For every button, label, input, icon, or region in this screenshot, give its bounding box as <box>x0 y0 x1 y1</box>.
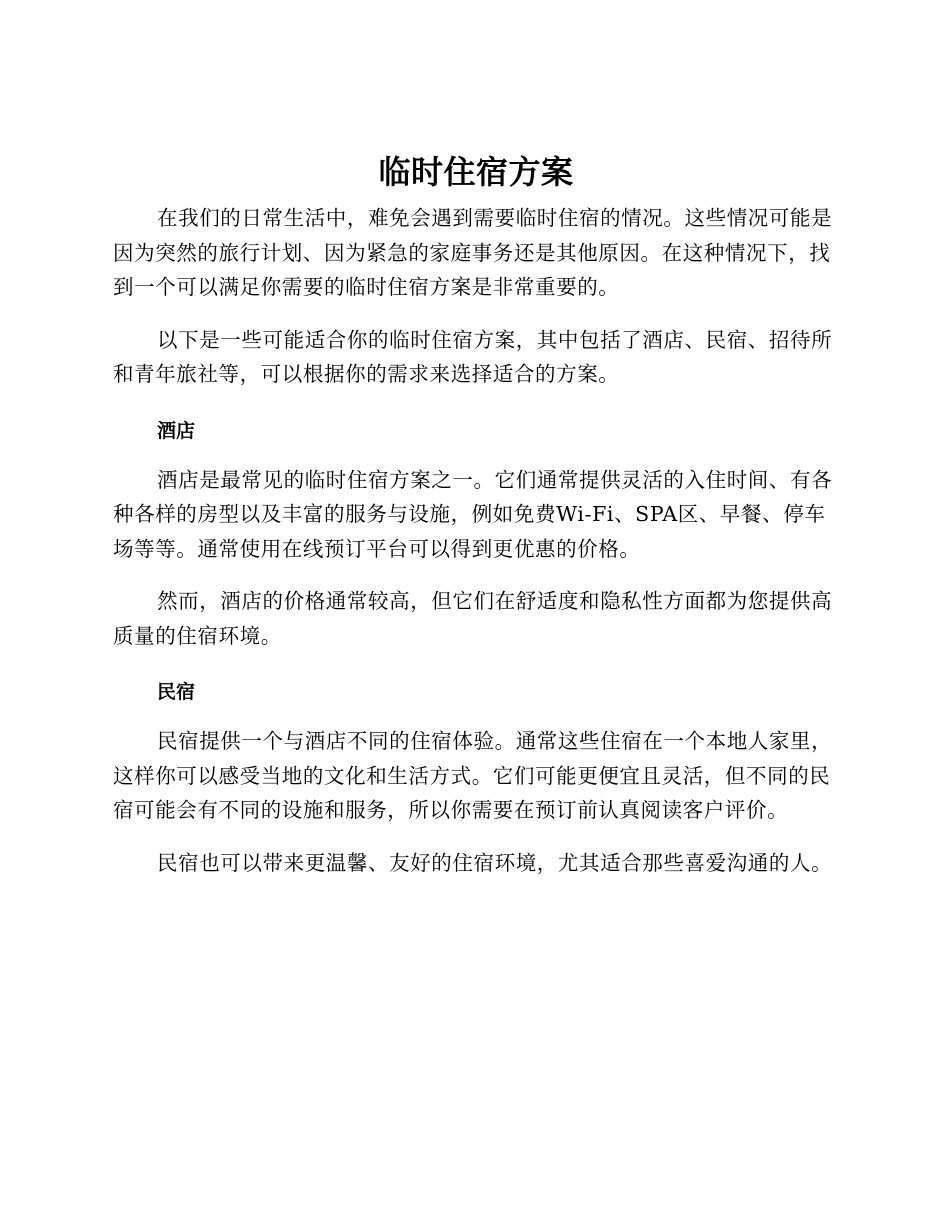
hotel-paragraph-1: 酒店是最常见的临时住宿方案之一。它们通常提供灵活的入住时间、有各种各样的房型以及丰富的服务与设施，例如免费Wi-Fi、SPA区、早餐、停车场等等。通常使用在线预订平台可以得到更优惠的价格。 <box>113 467 833 561</box>
homestay-paragraph-2: 民宿也可以带来更温馨、友好的住宿环境，尤其适合那些喜爱沟通的人。 <box>157 850 833 875</box>
intro-paragraph-1: 在我们的日常生活中，难免会遇到需要临时住宿的情况。这些情况可能是因为突然的旅行计划、因为紧急的家庭事务还是其他原因。在这种情况下，找到一个可以满足你需要的临时住宿方案是非常重要的。 <box>113 206 833 299</box>
section-homestay <box>113 677 839 880</box>
homestay-paragraph-1: 民宿提供一个与酒店不同的住宿体验。通常这些住宿在一个本地人家里，这样你可以感受当地的文化和生活方式。它们可能更便宜且灵活，但不同的民宿可能会有不同的设施和服务，所以你需要在预订前认真阅读客户评价。 <box>113 729 833 822</box>
section-heading-homestay: 民宿 <box>157 681 196 703</box>
hotel-paragraph-2: 然而，酒店的价格通常较高，但它们在舒适度和隐私性方面都为您提供高质量的住宿环境。 <box>113 589 833 648</box>
intro-paragraph-2: 以下是一些可能适合你的临时住宿方案，其中包括了酒店、民宿、招待所和青年旅社等，可以根据你的需求来选择适合的方案。 <box>113 327 833 386</box>
document-body <box>113 148 839 880</box>
section-hotel <box>113 416 839 654</box>
section-heading-hotel: 酒店 <box>157 419 196 442</box>
document-title: 临时住宿方案 <box>378 153 574 191</box>
